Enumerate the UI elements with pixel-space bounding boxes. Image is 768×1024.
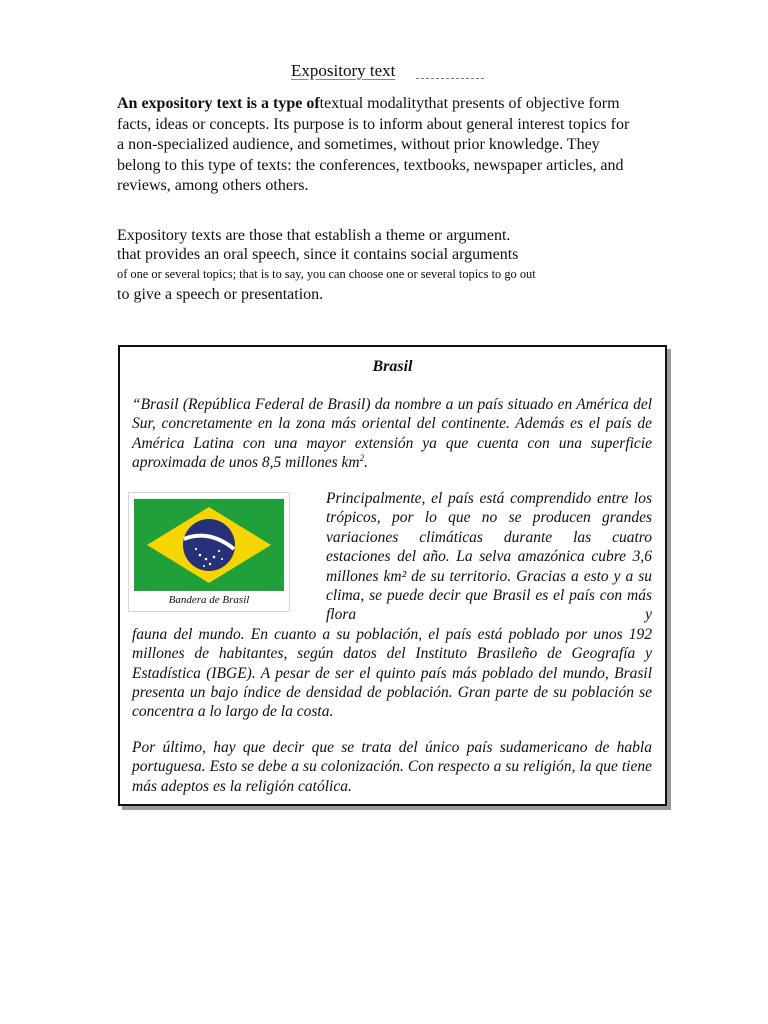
- second-paragraph-line-3: of one or several topics; that is to say, you can choose one or several topics to go out: [117, 267, 536, 281]
- second-paragraph-line-2: that provides an oral speech, since it contains social arguments: [117, 246, 519, 263]
- box-paragraph-2-beside-flag: Principalmente, el país está comprendido entre los trópicos, por lo que no se producen grandes variaciones climáticas durante las cuatro estaciones del año. La selva amazónica cubre 3,6 millones km² de su territorio. Gracias a esto y a su clima, se puede decir que Brasil es el país con más flora y: [326, 490, 652, 624]
- box-paragraph-1-text: “Brasil (República Federal de Brasil) da nombre a un país situado en América del Sur, concretamente en la zona más oriental del continente. Además es el país de América Latina con una mayor extensión ya que cuenta con una superficie aproximada de unos 8,5 millones km: [132, 396, 652, 472]
- intro-lead: An expository text is a type of: [117, 95, 320, 112]
- intro-rest: textual modalitythat presents of objective form facts, ideas or concepts. Its purpose is to inform about general interest topics for a non-specialized audience, and sometimes, without prior knowledge. They belong to this type of texts: the conferences, textbooks, newspaper articles, and reviews, among others others.: [117, 95, 630, 194]
- box-paragraph-1-end: .: [364, 454, 368, 472]
- box-paragraph-1: [132, 395, 652, 473]
- box-paragraph-3: Por último, hay que decir que se trata del único país sudamericano de habla portuguesa. Esto se debe a su colonización. Con respecto a su religión, la que tiene más adeptos es la religión católica.: [132, 739, 652, 795]
- flag-caption: Bandera de Brasil: [168, 594, 250, 606]
- box-paragraph-2: [132, 489, 652, 722]
- title-underline-dots: [416, 78, 484, 79]
- page-title: Expository text: [291, 61, 396, 80]
- second-paragraph-line-4: to give a speech or presentation.: [117, 286, 324, 303]
- box-paragraph-2-below-flag: fauna del mundo. En cuanto a su población, el país está poblado por unos 192 millones de habitantes, según datos del Instituto Brasileño de Geografía y Estadística (IBGE). A pesar de ser el quinto país más poblado del mundo, Brasil presenta un bajo índice de densidad de población. Gran parte de su población se concentra a lo largo de la costa.: [132, 625, 652, 721]
- box-paragraph-1-superscript: 2: [359, 453, 365, 464]
- second-paragraph: [117, 226, 637, 304]
- intro-paragraph: [117, 94, 637, 197]
- box-title: Brasil: [372, 358, 413, 375]
- second-paragraph-line-1: Expository texts are those that establish a theme or argument.: [117, 227, 511, 244]
- brasil-info-box: [118, 345, 667, 806]
